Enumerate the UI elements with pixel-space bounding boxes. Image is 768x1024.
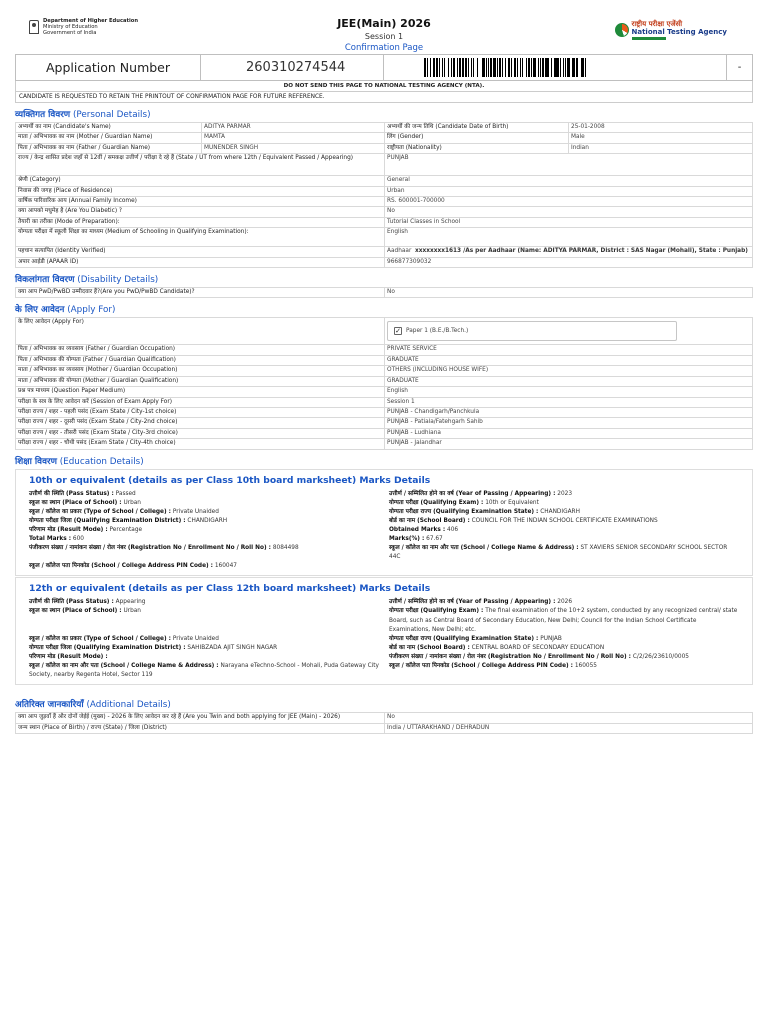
edu-field-value: The final examination of the 10+2 system, conducted by any recognized central/ state Board, such as Central Board of Secondary Education, New Delhi; Council for the Indian School Certificate Examinations, New Delhi; etc.	[389, 608, 738, 633]
table-row	[16, 723, 753, 733]
identity-value: Aadhaar xxxxxxxx1613 /As per Aadhaar (Name: ADITYA PARMAR, District : SAS Nagar (Mohali), State : Punjab)	[385, 247, 753, 257]
edu-field-label: परिणाम मोड (Result Mode) :	[29, 526, 108, 533]
edu-field-label: स्कूल / कॉलेज पता पिनकोड (School / College Address PIN Code) :	[389, 663, 574, 670]
diabetic-label: क्या आपको मधुमेह है (Are You Diabetic) ?	[16, 207, 385, 217]
checkbox-checked-icon: ✓	[395, 326, 401, 335]
city-choice-4-label: परीक्षा राज्य / शहर - चौथी पसंद (Exam State / City-4th choice)	[16, 439, 385, 449]
edu-field-value: Appearing	[115, 599, 146, 606]
paper-label: Paper 1 (B.E./B.Tech.)	[406, 327, 469, 334]
edu-field-value: ST XAVIERS SENIOR SECONDARY SCHOOL SECTOR 44C	[389, 545, 728, 561]
edu-field-label: योग्यता परीक्षा (Qualifying Exam) :	[389, 499, 484, 506]
edu-field-value: Narayana eTechno-School - Mohali, Puda Gateway City Society, nearby Regenta Hotel, Sector 119	[29, 663, 379, 679]
edu-field-value: Urban	[123, 608, 141, 615]
city-choice-3-label: परीक्षा राज्य / शहर - तीसरी पसंद (Exam State / City-3rd choice)	[16, 428, 385, 438]
nta-logo	[615, 20, 728, 40]
twelfth-right-column	[389, 598, 739, 680]
edu-field-label: स्कूल / कॉलेज का नाम और पता (School / College Name & Address) :	[29, 663, 219, 670]
income-label: वार्षिक पारिवारिक आय (Annual Family Income)	[16, 197, 385, 207]
table-row	[16, 439, 753, 449]
identity-label: पहचान सत्यापित (Identity Verified)	[16, 247, 385, 257]
disability-table	[15, 287, 753, 298]
edu-field	[29, 662, 379, 680]
edu-field	[29, 490, 379, 499]
edu-field-label: पंजीकरण संख्या / नामांकन संख्या / रोल नंबर (Registration No / Enrollment No / Roll No) :	[389, 653, 631, 660]
edu-field-label: Marks(%) :	[389, 536, 425, 542]
edu-field	[389, 653, 739, 662]
retain-printout-note: CANDIDATE IS REQUESTED TO RETAIN THE PRINTOUT OF CONFIRMATION PAGE FOR FUTURE REFERENCE.	[15, 92, 753, 103]
medium-value: English	[385, 228, 753, 247]
father-occupation-value: PRIVATE SERVICE	[385, 345, 753, 355]
ministry-line-2: Ministry of Education	[43, 24, 98, 31]
state-12th-label: राज्य / केन्द्र शासित प्रदेश जहाँ से 12वीं / समकक्ष उत्तीर्ण / परीक्षा दे रहे हैं (State / UT from where 12th / Equivalent Passed / Appearing)	[16, 154, 385, 176]
table-row	[16, 376, 753, 386]
birth-place-label: जन्म स्थान (Place of Birth) / राज्य (State) / जिला (District)	[16, 723, 385, 733]
personal-details-table	[15, 122, 753, 268]
edu-field-value: CHANDIGARH	[187, 517, 228, 524]
birth-place-value: India / UTTARAKHAND / DEHRADUN	[385, 723, 753, 733]
table-row	[16, 288, 753, 298]
edu-field-value: Urban	[123, 499, 141, 506]
paper-selection-box	[387, 321, 677, 341]
edu-field	[29, 526, 379, 535]
additional-details-heading: अतिरिक्त जानकारियाँ (Additional Details)	[15, 700, 171, 711]
medium-label: योग्यता परीक्षा में स्कूली शिक्षा का माध्यम (Medium of Schooling in Qualifying Examination):	[16, 228, 385, 247]
candidate-name-value: ADITYA PARMAR	[202, 123, 385, 133]
edu-field-label: योग्यता परीक्षा जिला (Qualifying Examination District) :	[29, 644, 186, 651]
apply-for-table	[15, 317, 753, 449]
prep-mode-label: तैयारी का तरीका (Mode of Preparation):	[16, 217, 385, 227]
application-dash: -	[737, 62, 742, 73]
apply-for-heading: के लिए आवेदन (Apply For)	[15, 305, 116, 316]
table-row	[16, 428, 753, 438]
table-row	[16, 407, 753, 417]
paper-medium-label: प्रश्न पत्र माध्यम (Question Paper Medium)	[16, 387, 385, 397]
dob-label: अभ्यर्थी की जन्म तिथि (Candidate Date of Birth)	[385, 123, 569, 133]
edu-field-label: योग्यता परीक्षा राज्य (Qualifying Examination State) :	[389, 635, 539, 642]
edu-field	[29, 607, 379, 616]
table-row	[16, 366, 753, 376]
edu-field-label: उत्तीर्ण की स्थिति (Pass Status) :	[29, 490, 114, 497]
ministry-line-3: Government of India	[43, 30, 97, 37]
edu-field	[389, 526, 739, 535]
table-row	[16, 257, 753, 267]
edu-field	[29, 617, 379, 626]
edu-field-value: 2023	[557, 490, 573, 497]
page-type-label: Confirmation Page	[344, 43, 424, 53]
table-row	[16, 713, 753, 723]
edu-field	[29, 598, 379, 607]
tenth-heading: 10th or equivalent (details as per Class 10th board marksheet) Marks Details	[29, 474, 431, 486]
mother-qualification-value: GRADUATE	[385, 376, 753, 386]
barcode-image	[424, 58, 588, 77]
exam-title: JEE(Main) 2026	[337, 17, 431, 30]
category-value: General	[385, 176, 753, 186]
edu-field-value: 2026	[557, 599, 573, 606]
table-row	[16, 154, 753, 176]
prep-mode-value: Tutorial Classes in School	[385, 217, 753, 227]
gender-value: Male	[569, 133, 753, 143]
table-row	[16, 176, 753, 186]
edu-field-label: योग्यता परीक्षा राज्य (Qualifying Examination State) :	[389, 508, 539, 515]
city-choice-4-value: PUNJAB - Jalandhar	[385, 439, 753, 449]
twelfth-marks-panel	[15, 577, 753, 685]
table-row	[16, 197, 753, 207]
nta-hindi-name: राष्ट्रीय परीक्षा एजेंसी	[631, 20, 683, 28]
state-12th-value: PUNJAB	[385, 154, 753, 176]
table-row	[16, 418, 753, 428]
disability-details-heading: विकलांगता विवरण (Disability Details)	[15, 275, 159, 286]
mother-name-label: माता / अभिभावक का नाम (Mother / Guardian Name)	[16, 133, 202, 143]
edu-field-value: SAHIBZADA AJIT SINGH NAGAR	[187, 644, 278, 651]
edu-field-label: स्कूल / कॉलेज पता पिनकोड (School / College Address PIN Code) :	[29, 563, 214, 570]
table-row	[16, 387, 753, 397]
edu-field-label: बोर्ड का नाम (School Board) :	[389, 644, 470, 651]
edu-field-label: परिणाम मोड (Result Mode) :	[29, 653, 108, 660]
nta-emblem-icon	[615, 23, 629, 37]
table-row	[16, 207, 753, 217]
edu-field	[29, 544, 379, 553]
edu-field-label: स्कूल / कॉलेज का नाम और पता (School / College Name & Address) :	[389, 545, 579, 552]
edu-field	[29, 517, 379, 526]
apply-for-value	[385, 318, 753, 345]
edu-field-value: Percentage	[109, 526, 143, 533]
edu-field	[29, 508, 379, 517]
edu-field-value: COUNCIL FOR THE INDIAN SCHOOL CERTIFICATE EXAMINATIONS	[471, 517, 658, 524]
application-number-row	[15, 54, 753, 81]
edu-field	[29, 635, 379, 644]
edu-field-label: उत्तीर्ण / सम्मिलित होने का वर्ष (Year of Passing / Appearing) :	[389, 599, 556, 606]
edu-field-value: CHANDIGARH	[540, 508, 580, 515]
edu-field-value: C/2/26/23610/0005	[632, 653, 689, 660]
additional-details-table	[15, 712, 753, 734]
father-name-value: MUNENDER SINGH	[202, 143, 385, 153]
edu-field-value: 600	[72, 536, 84, 542]
edu-field-label: पंजीकरण संख्या / नामांकन संख्या / रोल नंबर (Registration No / Enrollment No / Roll No) :	[29, 545, 271, 552]
do-not-send-notice: DO NOT SEND THIS PAGE TO NATIONAL TESTING AGENCY (NTA).	[15, 81, 753, 92]
tenth-left-column	[29, 490, 379, 572]
edu-field-label: उत्तीर्ण / सम्मिलित होने का वर्ष (Year of Passing / Appearing) :	[389, 490, 556, 497]
exam-session-value: Session 1	[385, 397, 753, 407]
edu-field	[389, 644, 739, 653]
mother-occupation-value: OTHERS (INCLUDING HOUSE WIFE)	[385, 366, 753, 376]
father-name-label: पिता / अभिभावक का नाम (Father / Guardian Name)	[16, 143, 202, 153]
edu-field-value: Private Unaided	[172, 508, 219, 515]
income-value: RS. 600001-700000	[385, 197, 753, 207]
city-choice-2-value: PUNJAB - Patiala/Fatehgarh Sahib	[385, 418, 753, 428]
edu-field-label: स्कूल का स्थान (Place of School) :	[29, 608, 122, 615]
edu-field-value: 67.67	[426, 536, 443, 542]
edu-field	[389, 544, 739, 562]
mother-name-value: MAMTA	[202, 133, 385, 143]
twelfth-left-column	[29, 598, 379, 680]
edu-field-label: स्कूल / कॉलेज का प्रकार (Type of School / College) :	[29, 635, 171, 642]
candidate-name-label: अभ्यर्थी का नाम (Candidate's Name)	[16, 123, 202, 133]
page-header	[15, 14, 753, 54]
edu-field	[389, 607, 739, 634]
edu-field	[29, 644, 379, 653]
education-details-heading: शिक्षा विवरण (Education Details)	[15, 456, 144, 467]
edu-field-value: 160055	[574, 663, 597, 670]
edu-field	[29, 499, 379, 508]
apaar-label: अपार आईडी (APAAR ID)	[16, 257, 385, 267]
edu-field	[389, 535, 739, 544]
father-occupation-label: पिता / अभिभावक का व्यवसाय (Father / Guardian Occupation)	[16, 345, 385, 355]
edu-field	[29, 562, 379, 571]
table-row	[16, 186, 753, 196]
residence-label: निवास की जगह (Place of Residence)	[16, 186, 385, 196]
edu-field	[29, 553, 379, 562]
twin-label: क्या आप जुड़वाँ हैं और दोनों जेईई (मुख्य) - 2026 के लिए आवेदन कर रहे हैं (Are you Twin and both applying for JEE (Main) - 2026)	[16, 713, 385, 723]
edu-field-label: Obtained Marks :	[389, 526, 446, 533]
edu-field-label: योग्यता परीक्षा (Qualifying Exam) :	[389, 608, 484, 615]
edu-field-value: PUNJAB	[540, 635, 562, 642]
edu-field-label: बोर्ड का नाम (School Board) :	[389, 517, 470, 524]
edu-field	[389, 517, 739, 526]
city-choice-1-value: PUNJAB - Chandigarh/Panchkula	[385, 407, 753, 417]
edu-field-value: CENTRAL BOARD OF SECONDARY EDUCATION	[471, 644, 605, 651]
apaar-value: 966877309032	[385, 257, 753, 267]
edu-field-value: 8084498	[272, 545, 299, 552]
nationality-value: Indian	[569, 143, 753, 153]
table-row	[16, 355, 753, 365]
session-label: Session 1	[364, 32, 404, 41]
apply-for-label: के लिए आवेदन (Apply For)	[16, 318, 385, 345]
diabetic-value: No	[385, 207, 753, 217]
edu-field	[389, 598, 739, 607]
application-number-value: 260310274544	[201, 55, 384, 80]
category-label: श्रेणी (Category)	[16, 176, 385, 186]
edu-field	[389, 499, 739, 508]
father-qualification-label: पिता / अभिभावक की योग्यता (Father / Guardian Qualification)	[16, 355, 385, 365]
table-row	[16, 318, 753, 345]
application-number-label: Application Number	[16, 55, 201, 80]
table-row	[16, 133, 753, 143]
twin-value: No	[385, 713, 753, 723]
tenth-marks-panel	[15, 469, 753, 577]
edu-field-label: स्कूल / कॉलेज का प्रकार (Type of School / College) :	[29, 508, 171, 515]
ministry-line-1: Department of Higher Education	[43, 18, 139, 24]
table-row	[16, 217, 753, 227]
city-choice-2-label: परीक्षा राज्य / शहर - दूसरी पसंद (Exam State / City-2nd choice)	[16, 418, 385, 428]
dob-value: 25-01-2008	[569, 123, 753, 133]
city-choice-1-label: परीक्षा राज्य / शहर - पहली पसंद (Exam State / City-1st choice)	[16, 407, 385, 417]
edu-field-value: 406	[447, 526, 459, 533]
edu-field-label: योग्यता परीक्षा जिला (Qualifying Examination District) :	[29, 517, 186, 524]
edu-field-value: Passed	[115, 490, 136, 497]
edu-field-label: उत्तीर्ण की स्थिति (Pass Status) :	[29, 599, 114, 606]
exam-session-label: परीक्षा के सत्र के लिए आवेदन करें (Session of Exam Apply For)	[16, 397, 385, 407]
father-qualification-value: GRADUATE	[385, 355, 753, 365]
table-row	[16, 143, 753, 153]
gender-label: लिंग (Gender)	[385, 133, 569, 143]
paper-medium-value: English	[385, 387, 753, 397]
edu-field	[389, 662, 739, 671]
table-row	[16, 247, 753, 257]
edu-field	[389, 508, 739, 517]
table-row	[16, 228, 753, 247]
pwd-value: No	[385, 288, 753, 298]
pwd-label: क्या आप PwD/PwBD उम्मीदवार हैं?(Are you PwD/PwBD Candidate)?	[16, 288, 385, 298]
nationality-label: राष्ट्रीयता (Nationality)	[385, 143, 569, 153]
edu-field-label: स्कूल का स्थान (Place of School) :	[29, 499, 122, 506]
edu-field	[389, 635, 739, 644]
residence-value: Urban	[385, 186, 753, 196]
personal-details-heading: व्यक्तिगत विवरण (Personal Details)	[15, 110, 151, 120]
edu-field	[29, 626, 379, 635]
twelfth-heading: 12th or equivalent (details as per Class 12th board marksheet) Marks Details	[29, 583, 431, 595]
mother-occupation-label: माता / अभिभावक का व्यवसाय (Mother / Guardian Occupation)	[16, 366, 385, 376]
nta-english-name: National Testing Agency	[631, 28, 727, 36]
city-choice-3-value: PUNJAB - Ludhiana	[385, 428, 753, 438]
edu-field	[29, 535, 379, 544]
mother-qualification-label: माता / अभिभावक की योग्यता (Mother / Guardian Qualification)	[16, 376, 385, 386]
tenth-right-column	[389, 490, 739, 572]
edu-field-label: Total Marks :	[29, 536, 72, 542]
table-row	[16, 123, 753, 133]
edu-field-value: Private Unaided	[172, 635, 219, 642]
edu-field	[389, 490, 739, 499]
table-row	[16, 345, 753, 355]
edu-field	[29, 653, 379, 662]
edu-field-value: 160047	[214, 563, 237, 570]
table-row	[16, 397, 753, 407]
edu-field-value: 10th or Equivalent	[485, 499, 539, 506]
